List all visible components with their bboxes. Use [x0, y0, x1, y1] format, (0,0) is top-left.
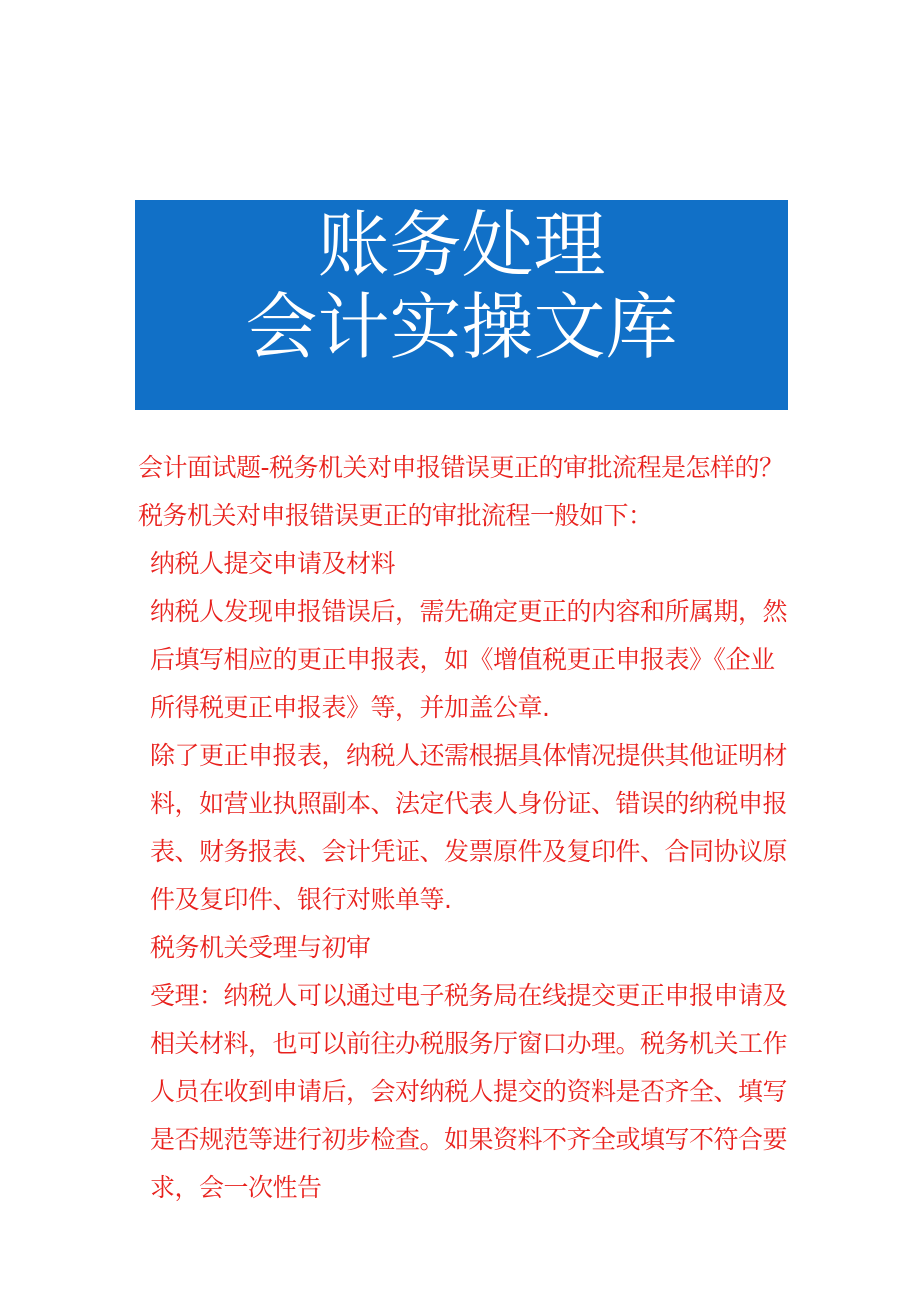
- banner-title-line2: 会计实操文库: [245, 285, 678, 369]
- body-paragraph: 纳税人发现申报错误后，需先确定更正的内容和所属期，然后填写相应的更正申报表，如《增值税更正申报表》《企业所得税更正申报表》等，并加盖公章.: [150, 597, 788, 722]
- section-heading: 纳税人提交申请及材料: [150, 549, 396, 578]
- section-heading: 税务机关受理与初审: [150, 933, 371, 962]
- title-banner: [135, 200, 788, 410]
- body-paragraph: 除了更正申报表，纳税人还需根据具体情况提供其他证明材料，如营业执照副本、法定代表人身份证、错误的纳税申报表、财务报表、会计凭证、发票原件及复印件、合同协议原件及复印件、银行对账单等.: [150, 741, 788, 914]
- body-paragraph: 受理：纳税人可以通过电子税务局在线提交更正申报申请及相关材料，也可以前往办税服务厅窗口办理。税务机关工作人员在收到申请后，会对纳税人提交的资料是否齐全、填写是否规范等进行初步检查。如果资料不齐全或填写不符合要求，会一次性告: [150, 981, 788, 1202]
- document-body: [138, 444, 790, 1212]
- banner-title-line1: 账务处理: [317, 203, 606, 287]
- intro-paragraph: 会计面试题-税务机关对申报错误更正的审批流程是怎样的？税务机关对申报错误更正的审批流程一般如下：: [138, 453, 784, 530]
